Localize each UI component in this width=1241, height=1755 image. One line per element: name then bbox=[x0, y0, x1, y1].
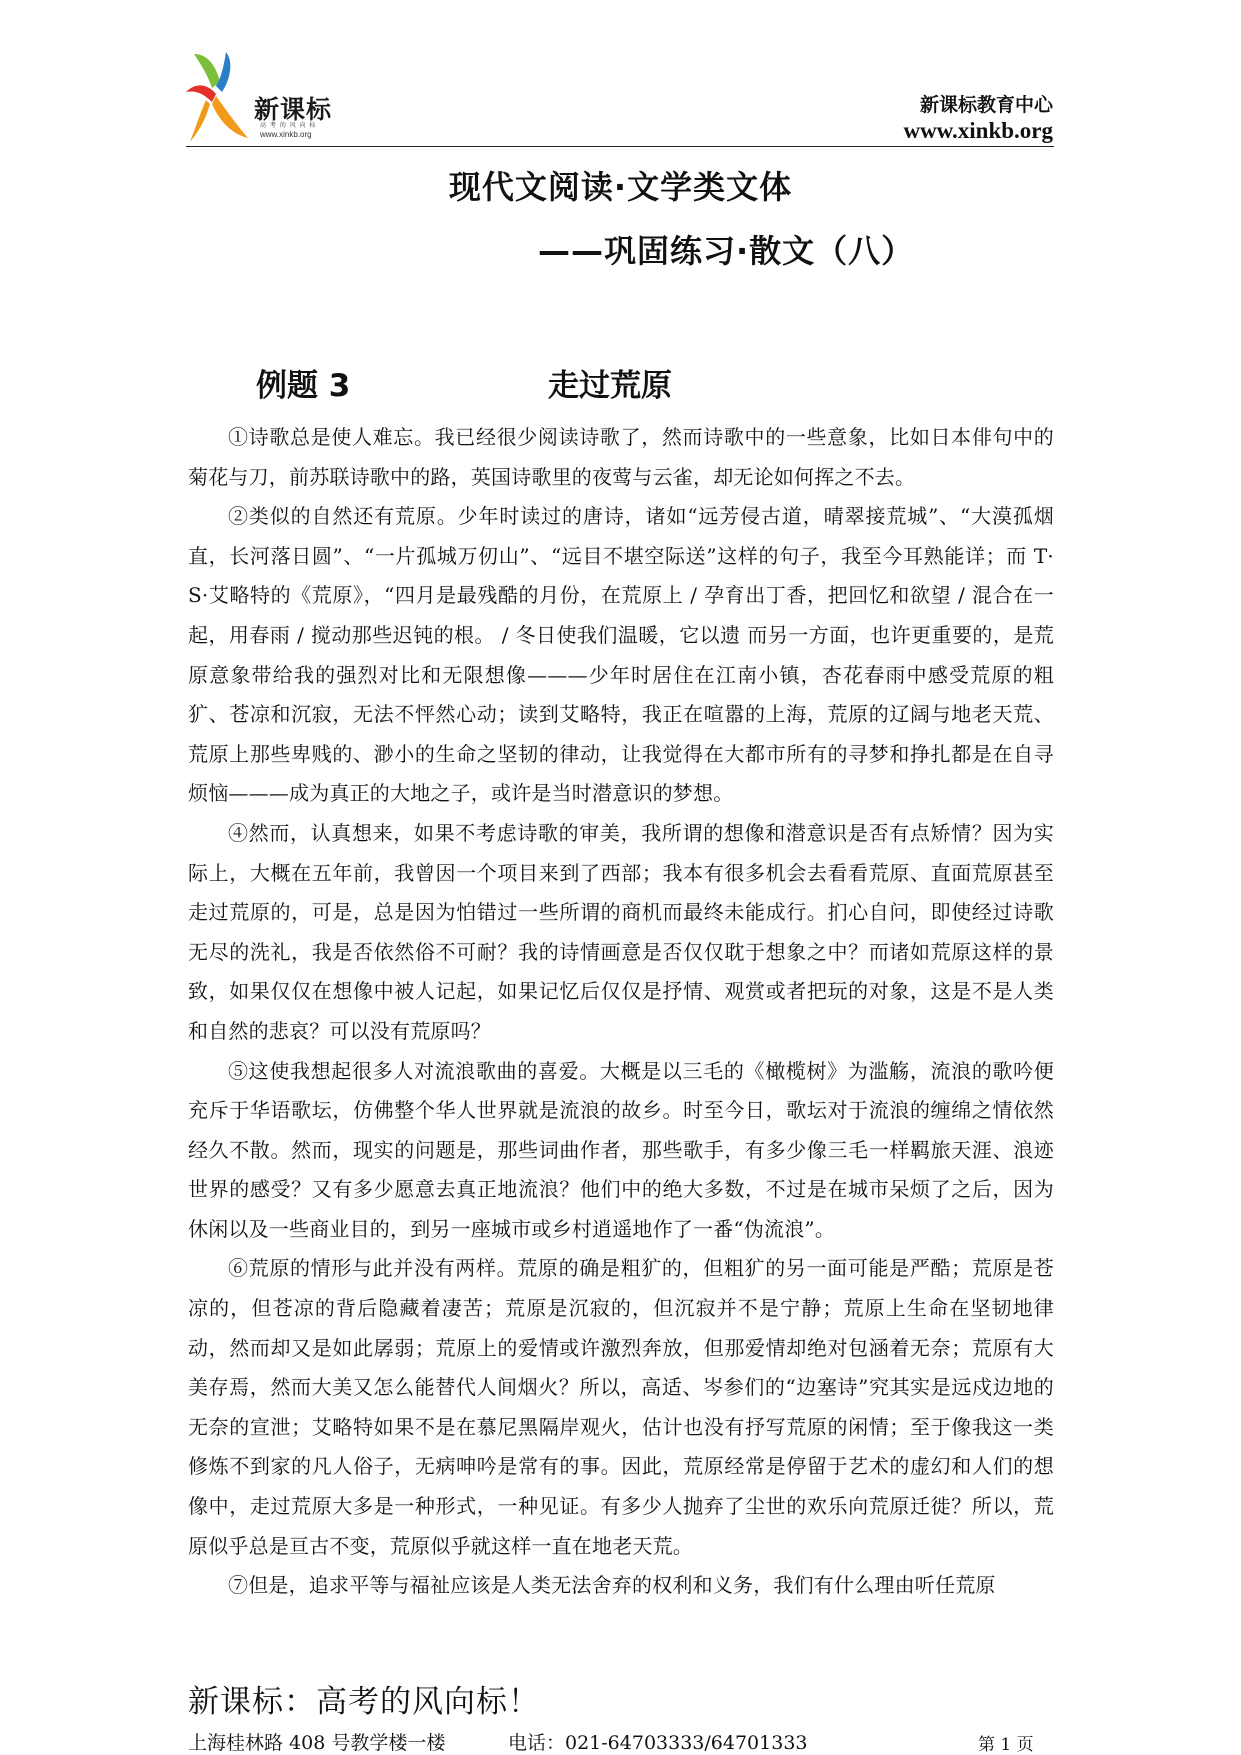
paragraph-6: ⑥荒原的情形与此并没有两样。荒原的确是粗犷的，但粗犷的另一面可能是严酷；荒原是苍凉的，但苍凉的背后隐藏着凄苦；荒原是沉寂的，但沉寂并不是宁静；荒原上生命在坚韧地律动，然而却又是如此孱弱；荒原上的爱情或许激烈奔放，但那爱情却绝对包涵着无奈；荒原有大美存焉，然而大美又怎么能替代人间烟火？所以，高适、岑参们的“边塞诗”究其实是远戍边地的无奈的宣泄；艾略特如果不是在慕尼黑隔岸观火，估计也没有抒写荒原的闲情；至于像我这一类修炼不到家的凡人俗子，无病呻吟是常有的事。因此，荒原经常是停留于艺术的虚幻和人们的想像中，走过荒原大多是一种形式，一种见证。有多少人抛弃了尘世的欢乐向荒原迁徙？所以，荒原似乎总是亘古不变，荒原似乎就这样一直在地老天荒。 bbox=[188, 1256, 1054, 1558]
example-label: 例题 3 bbox=[256, 368, 351, 404]
page-subtitle: ——巩固练习·散文（八） bbox=[538, 232, 915, 270]
org-name: 新课标教育中心 bbox=[919, 94, 1053, 116]
logo-url: www.xinkb.org bbox=[260, 130, 312, 139]
page-number: 第 1 页 bbox=[978, 1735, 1034, 1755]
paragraph-2: ②类似的自然还有荒原。少年时读过的唐诗，诸如“远芳侵古道，晴翠接荒城”、“大漠孤烟直，长河落日圆”、“一片孤城万仞山”、“远目不堪空际送”这样的句子，我至今耳熟能详；而 T· S·艾略特的《荒原》，“四月是最残酷的月份，在荒原上 / 孕育出丁香，把回忆和欲望 / 混合在一起，用春雨 / 搅动那些迟钝的根。 / 冬日使我们温暖，它以遗 而另一方面，也许更重要的，是荒原意象带给我的强烈对比和无限想像———少年时居住在江南小镇，杏花春雨中感受荒原的粗犷、苍凉和沉寂，无法不怦然心动；读到艾略特，我正在喧嚣的上海，荒原的辽阔与地老天荒、荒原上那些卑贱的、渺小的生命之坚韧的律动，让我觉得在大都市所有的寻梦和挣扎都是在自寻烦恼———成为真正的大地之子，或许是当时潜意识的梦想。 bbox=[188, 504, 1054, 806]
x-logo-icon bbox=[186, 52, 250, 144]
footer-phone: 电话：021-64703333/64701333 bbox=[508, 1732, 808, 1754]
paragraph-1: ①诗歌总是使人难忘。我已经很少阅读诗歌了，然而诗歌中的一些意象，比如日本俳句中的菊花与刀，前苏联诗歌中的路，英国诗歌里的夜莺与云雀，却无论如何挥之不去。 bbox=[188, 425, 1054, 489]
paragraph-7: ⑦但是，追求平等与福祉应该是人类无法舍弃的权利和义务，我们有什么理由听任荒原 bbox=[228, 1573, 996, 1598]
footer-address: 上海桂林路 408 号教学楼一楼 bbox=[188, 1732, 446, 1754]
page-title: 现代文阅读·文学类文体 bbox=[448, 168, 793, 206]
paragraph-4: ④然而，认真想来，如果不考虑诗歌的审美，我所谓的想像和潜意识是否有点矫情？因为实际上，大概在五年前，我曾因一个项目来到了西部；我本有很多机会去看看荒原、直面荒原甚至走过荒原的，可是，总是因为怕错过一些所谓的商机而最终未能成行。扪心自问，即使经过诗歌无尽的洗礼，我是否依然俗不可耐？我的诗情画意是否仅仅耽于想象之中？而诸如荒原这样的景致，如果仅仅在想像中被人记起，如果记忆后仅仅是抒情、观赏或者把玩的对象，这是不是人类和自然的悲哀？可以没有荒原吗？ bbox=[188, 820, 1054, 1043]
logo-name: 新课标 bbox=[254, 95, 333, 124]
org-url: www.xinkb.org bbox=[903, 118, 1053, 143]
logo-slogan: 高 考 的 风 向 标 bbox=[260, 122, 317, 129]
xinkebiao-logo bbox=[186, 52, 336, 144]
passage-body bbox=[188, 418, 1054, 1606]
passage-title: 走过荒原 bbox=[548, 368, 672, 404]
footer-slogan: 新课标：高考的风向标！ bbox=[188, 1684, 540, 1720]
header-divider bbox=[186, 146, 1054, 147]
paragraph-5: ⑤这使我想起很多人对流浪歌曲的喜爱。大概是以三毛的《橄榄树》为滥觞，流浪的歌吟便充斥于华语歌坛，仿佛整个华人世界就是流浪的故乡。时至今日，歌坛对于流浪的缠绵之情依然经久不散。然而，现实的问题是，那些词曲作者，那些歌手，有多少像三毛一样羁旅天涯、浪迹世界的感受？又有多少愿意去真正地流浪？他们中的绝大多数，不过是在城市呆烦了之后，因为休闲以及一些商业目的，到另一座城市或乡村逍遥地作了一番“伪流浪”。 bbox=[188, 1058, 1054, 1241]
